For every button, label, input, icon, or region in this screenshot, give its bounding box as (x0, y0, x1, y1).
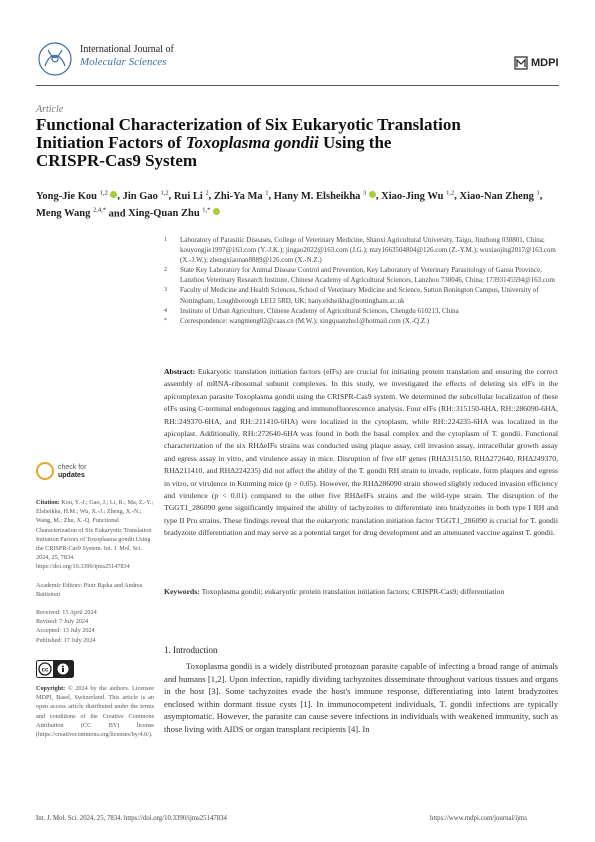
author-affiliation-marks: 1 (265, 189, 269, 196)
orcid-icon[interactable] (110, 191, 117, 198)
mdpi-logo-icon (514, 56, 528, 70)
author (36, 208, 106, 219)
affiliation-text: Faculty of Medicine and Health Sciences, School of Veterinary Medicine and Science, Sutton Bonington Campus, University of Nottingham, Loughborough LE12 5RD, UK; hany.elsheikha@nottingham.ac.uk (180, 286, 539, 305)
affiliation-text: Institute of Urban Agriculture, Chinese Academy of Agricultural Sciences, Chengdu 610213, China (180, 306, 459, 315)
author (128, 208, 220, 219)
affiliation-text: Laboratory of Parasitic Diseases, College of Veterinary Medicine, Shanxi Agricultural University, Taigu, Jinzhong 030801, China; kouyongjie1997@163.com (Y.-J.K.); jingao2022@163.com (J.G.); mzy1663504804@126.com (Z.-Y.M.); wuxiaojing2017@163.com (X.-J.W.); zhengxiaonan8889@126.com (X.-N.Z.) (180, 236, 556, 265)
author-name: Rui Li (173, 190, 206, 202)
check-updates-text (58, 464, 86, 480)
affiliation-mark: 4 (164, 307, 167, 314)
accepted-date: Accepted: 13 July 2024 (36, 627, 95, 635)
abstract (164, 366, 558, 540)
footer-journal-url[interactable]: https://www.mdpi.com/journal/ijms (430, 815, 527, 822)
journal-name-line1: International Journal of (80, 44, 174, 55)
author-name: Xing-Quan Zhu (128, 208, 203, 219)
mdpi-logo (514, 56, 559, 70)
check-updates-icon (36, 462, 54, 480)
received-date: Received: 15 April 2024 (36, 609, 97, 617)
copyright-text: © 2024 by the authors. Licensee MDPI, Basel, Switzerland. This article is an open access article distributed under the terms and conditions of the Creative Commons Attribution (CC BY) license (https://creativecommons.org/licenses/by/4.0/). (36, 685, 154, 739)
author (174, 191, 209, 202)
copyright-notice (36, 684, 154, 739)
author-name: Jin Gao (122, 190, 161, 202)
academic-editors: Academic Editors: Piotr Bąska and Andrea Battistoni (36, 581, 143, 598)
affiliation-item (164, 265, 558, 285)
check-updates-line1: check for (58, 464, 87, 471)
affiliation-item (164, 285, 558, 305)
keywords-label: Keywords: (164, 587, 200, 596)
author-affiliation-marks: 2,4,* (92, 206, 106, 214)
article-type: Article (36, 104, 64, 115)
author (460, 191, 540, 202)
author (381, 191, 454, 202)
author-name: Hany M. Elsheikha (273, 190, 364, 202)
affiliation-mark: * (164, 317, 167, 324)
affiliation-item (164, 235, 558, 265)
citation (36, 498, 154, 572)
author-name: Meng Wang (36, 208, 93, 219)
orcid-icon[interactable] (369, 191, 376, 198)
citation-text: Kou, Y.-J.; Gao, J.; Li, R.; Ma, Z.-Y.; Elsheikha, H.M.; Wu, X.-J.; Zheng, X.-N.; Wang, M.; Zhu, X.-Q. Functional Characterization of Six Eukaryotic Translation Initiation Factors of Toxoplasma gondii Using the CRISPR-Cas9 System. Int. J. Mol. Sci. 2024, 25, 7834. https://doi.org/10.3390/ijms25147834 (36, 499, 154, 571)
author-affiliation-marks: 2 (205, 189, 209, 196)
svg-text:cc: cc (41, 667, 49, 674)
author-and: and (108, 208, 129, 219)
author-affiliation-marks: 1,* (202, 206, 211, 214)
journal-name (80, 44, 174, 68)
footer-citation: Int. J. Mol. Sci. 2024, 25, 7834. https://doi.org/10.3390/ijms25147834 (36, 815, 227, 822)
affiliations (164, 235, 558, 326)
title-line3: CRISPR-Cas9 System (36, 151, 198, 170)
author-name: Xiao-Nan Zheng (459, 190, 537, 202)
author-affiliation-marks: 3 (363, 189, 367, 196)
author-affiliation-marks: 1,2 (160, 189, 169, 196)
affiliation-mark: 2 (164, 267, 167, 274)
title-line1: Functional Characterization of Six Eukaryotic Translation (36, 115, 461, 134)
publisher-name: MDPI (531, 57, 559, 69)
abstract-label: Abstract: (164, 367, 196, 376)
published-date: Published: 17 July 2024 (36, 636, 96, 644)
keywords (164, 586, 558, 598)
author-affiliation-marks: 1,2 (99, 189, 108, 196)
author (214, 191, 269, 202)
introduction-text: Toxoplasma gondii is a widely distributed protozoan parasite capable of infecting a broad range of animals and humans [1,2]. Upon infection, rapidly dividing tachyzoites disseminate throughout various tissues and organs in the host [3]. Some tachyzoites evade the host's immune response, differentiating into latent bradyzoites enclosed within dormant tissue cysts [1]. In immunocompetent individuals, T. gondii infections are typically asymptomatic. However, the parasite can cause severe infections in individuals with weakened immunity, such as those living with AIDS or organ transplant recipients [4]. In (164, 661, 558, 734)
author-affiliation-marks: 1,2 (446, 189, 455, 196)
author (274, 191, 376, 202)
author-name: Zhi-Ya Ma (213, 190, 266, 202)
citation-label: Citation: (36, 499, 60, 506)
header-divider (36, 85, 559, 86)
affiliation-item (164, 306, 558, 316)
journal-name-line2: Molecular Sciences (80, 56, 167, 68)
journal-logo-icon (36, 40, 74, 78)
affiliation-text: State Key Laboratory for Animal Disease Control and Prevention, Key Laboratory of Veterinary Parasitology of Gansu Province, Lanzhou Veterinary Research Institute, Chinese Academy of Agricultural Sciences, Lanzhou 730046, China; 17393145594@163.com (180, 266, 555, 285)
author (123, 191, 169, 202)
dates (36, 608, 154, 645)
title-line2-italic: Toxoplasma gondii (185, 133, 319, 152)
author-affiliation-marks: 1 (536, 189, 540, 196)
abstract-text: Eukaryotic translation initiation factors (eIFs) are crucial for initiating protein translation and ensuring the correct assembly of mRNA-ribosomal subunit complexes. In this study, we investigated the effects of deleting six eIFs in the apicomplexan parasite Toxoplasma gondii using the CRISPR-Cas9 system. We determined the subcellular localization of these eIFs using C-terminal endogenous tagging and immunofluorescence analysis. Four eIFs (RH::315150-6HA, RH::286090-6HA, RH::249370-6HA, and RH::211410-6HA) were localized in the cytoplasm, while RH::224235-6HA was localized in the apicoplast. Additionally, RH::272640-6HA was found in both the basal complex and the cytoplasm of T. gondii. Functional characterization of the six RHΔeIFs strains was conducted using plaque assay, cell invasion assay, intracellular growth assay and egress assay in vitro, and virulence assay in mice. Disruption of five eIF genes (RHΔ315150, RHΔ272640, RHΔ249370, RHΔ211410, and RHΔ224235) did not affect the ability of the T. gondii RH strain to invade, replicate, form plaques and egress in vitro, or virulence in Kunming mice (p > 0.05). However, the RHΔ286090 strain showed slightly reduced invasion efficiency and virulence (p < 0.01) compared to the other five RHΔeIFs strains and the wild-type strain. The disruption of the TGGT1_286090 gene significantly impaired the ability of tachyzoites to differentiate into bradyzoites in both type I RH and type II Pru strains. These findings reveal that the eukaryotic translation initiation factor TGGT1_286090 is crucial for T. gondii bradyzoite differentiation and may serve as a potential target for drug development and an attenuated vaccine against T. gondii. (164, 367, 558, 538)
author-name: Yong-Jie Kou (36, 190, 100, 202)
check-for-updates-button[interactable] (36, 462, 96, 486)
orcid-icon[interactable] (213, 208, 220, 215)
section-heading-introduction: 1. Introduction (164, 645, 218, 655)
creative-commons-icon (36, 660, 74, 678)
affiliation-mark: 3 (164, 287, 167, 294)
copyright-label: Copyright: (36, 685, 66, 692)
affiliation-item (164, 316, 558, 326)
article-info-sidebar (36, 498, 154, 645)
affiliation-mark: 1 (164, 237, 167, 243)
author-name: Xiao-Jing Wu (381, 190, 447, 202)
author (36, 191, 117, 202)
affiliation-text: Correspondence: wangmeng02@caas.cn (M.W.); xingquanzhu1@hotmail.com (X.-Q.Z.) (180, 316, 430, 325)
revised-date: Revised: 7 July 2024 (36, 618, 89, 626)
check-updates-line2: updates (58, 472, 85, 479)
title-line2-post: Using the (318, 133, 392, 152)
title-line2-pre: Initiation Factors of (36, 133, 186, 152)
keywords-text: Toxoplasma gondii; eukaryotic protein translation initiation factors; CRISPR-Cas9; differentiation (201, 587, 505, 596)
author-list: Yong-Jie Kou $^{1,2}$ , Jin Gao $^{1,2}$, Rui Li $^2$, Zhi-Ya Ma $^1$, Hany M. Elsheikha $^3$ , Xiao-Jing Wu $^{1,2}$, Xiao-Nan Zheng $^1$, Meng Wang $^{2,4,*}$ and Xing-Quan Zhu $^{1,*}$ (36, 189, 543, 219)
article-title (36, 116, 546, 170)
